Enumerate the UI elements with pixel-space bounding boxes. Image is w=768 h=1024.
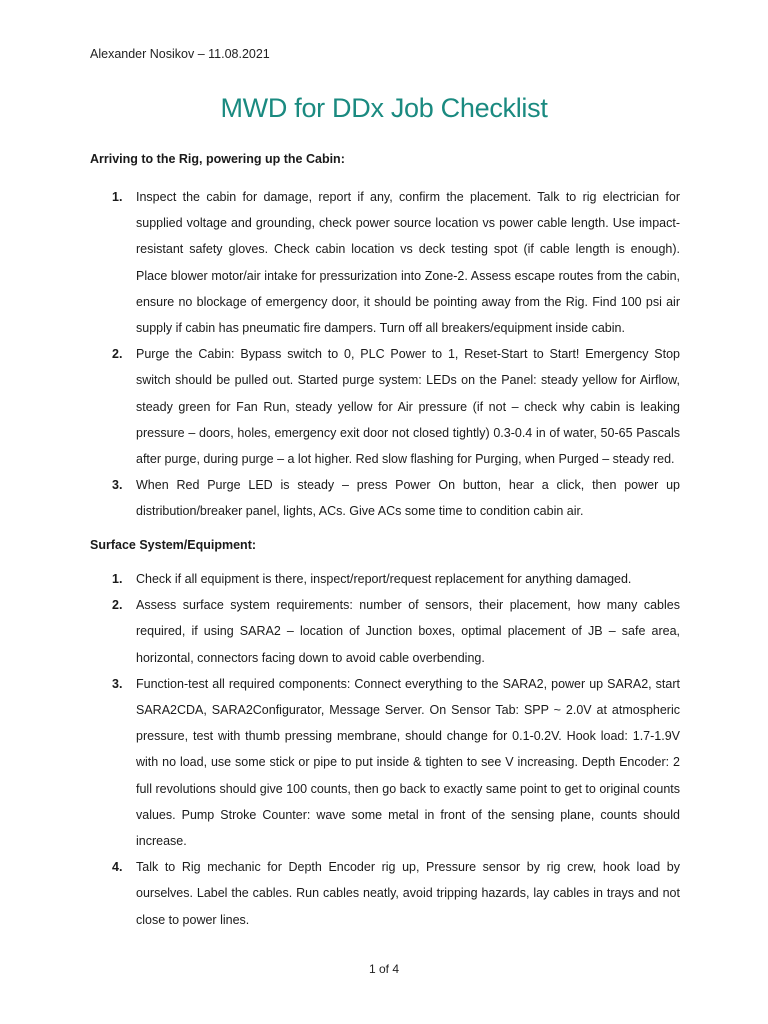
section-surface-system: [90, 538, 680, 933]
author-date-header: Alexander Nosikov – 11.08.2021: [90, 47, 270, 61]
page-number: 1 of 4: [368, 962, 400, 976]
step-text: Talk to Rig mechanic for Depth Encoder rig up, Pressure sensor by rig crew, hook load by ourselves. Label the cables. Run cables neatly, avoid tripping hazards, lay cables in trays and not close to power lines.: [136, 860, 680, 927]
step-number: 3.: [112, 676, 123, 691]
section-heading: Arriving to the Rig, powering up the Cabin:: [90, 152, 345, 166]
step-text: Assess surface system requirements: number of sensors, their placement, how many cables required, if using SARA2 – location of Junction boxes, optimal placement of JB – safe area, horizontal, connectors facing down to avoid cable overbending.: [136, 598, 680, 665]
list-item: [90, 341, 680, 472]
step-number: 4.: [112, 860, 123, 875]
step-text: Check if all equipment is there, inspect/report/request replacement for anything damaged.: [136, 572, 632, 586]
section-arriving: [90, 152, 680, 525]
step-number: 1.: [112, 190, 123, 204]
document-title: MWD for DDx Job Checklist: [220, 93, 548, 123]
step-number: 3.: [112, 478, 123, 493]
list-item: [90, 671, 680, 854]
step-text: Function-test all required components: Connect everything to the SARA2, power up SARA2, start SARA2CDA, SARA2Configurator, Message Server. On Sensor Tab: SPP ~ 2.0V at atmospheric pressure, test with thumb pressing membrane, should change for 0.1-0.2V. Hook load: 1.7-1.9V with no load, use some stick or pipe to put inside & tighten to see V increasing. Depth Encoder: 2 full revolutions should give 100 counts, then go back to exactly same point to get to original counts values. Pump Stroke Counter: wave some metal in front of the sensing plane, counts should increase.: [136, 676, 680, 849]
step-number: 1.: [112, 572, 123, 586]
list-item: [90, 566, 680, 592]
step-number: 2.: [112, 347, 123, 362]
list-item: [90, 472, 680, 524]
step-text: When Red Purge LED is steady – press Power On button, hear a click, then power up distribution/breaker panel, lights, ACs. Give ACs some time to condition cabin air.: [136, 478, 680, 519]
step-text: Purge the Cabin: Bypass switch to 0, PLC Power to 1, Reset-Start to Start! Emergency Stop switch should be pulled out. Started purge system: LEDs on the Panel: steady yellow for Airflow, steady green for Fan Run, steady yellow for Air pressure (if not – check why cabin is leaking pressure – doors, holes, emergency exit door not closed tightly) 0.3-0.4 in of water, 50-65 Pascals after purge, during purge – a lot higher. Red slow flashing for Purging, when Purged – steady red.: [136, 347, 680, 467]
step-list: [90, 566, 680, 933]
list-item: [90, 184, 680, 341]
section-heading: Surface System/Equipment:: [90, 538, 257, 552]
list-item: [90, 854, 680, 933]
step-list: [90, 184, 680, 525]
list-item: [90, 592, 680, 671]
step-text: Inspect the cabin for damage, report if any, confirm the placement. Talk to rig electrician for supplied voltage and grounding, check power source location vs power cable length. Use impact-resistant safety gloves. Check cabin location vs deck testing spot (if cable length is enough). Place blower motor/air intake for pressurization into Zone-2. Assess escape routes from the cabin, ensure no blockage of emergency door, it should be pointing away from the Rig. Find 100 psi air supply if cabin has pneumatic fire dampers. Turn off all breakers/equipment inside cabin.: [136, 190, 680, 336]
step-number: 2.: [112, 598, 123, 613]
